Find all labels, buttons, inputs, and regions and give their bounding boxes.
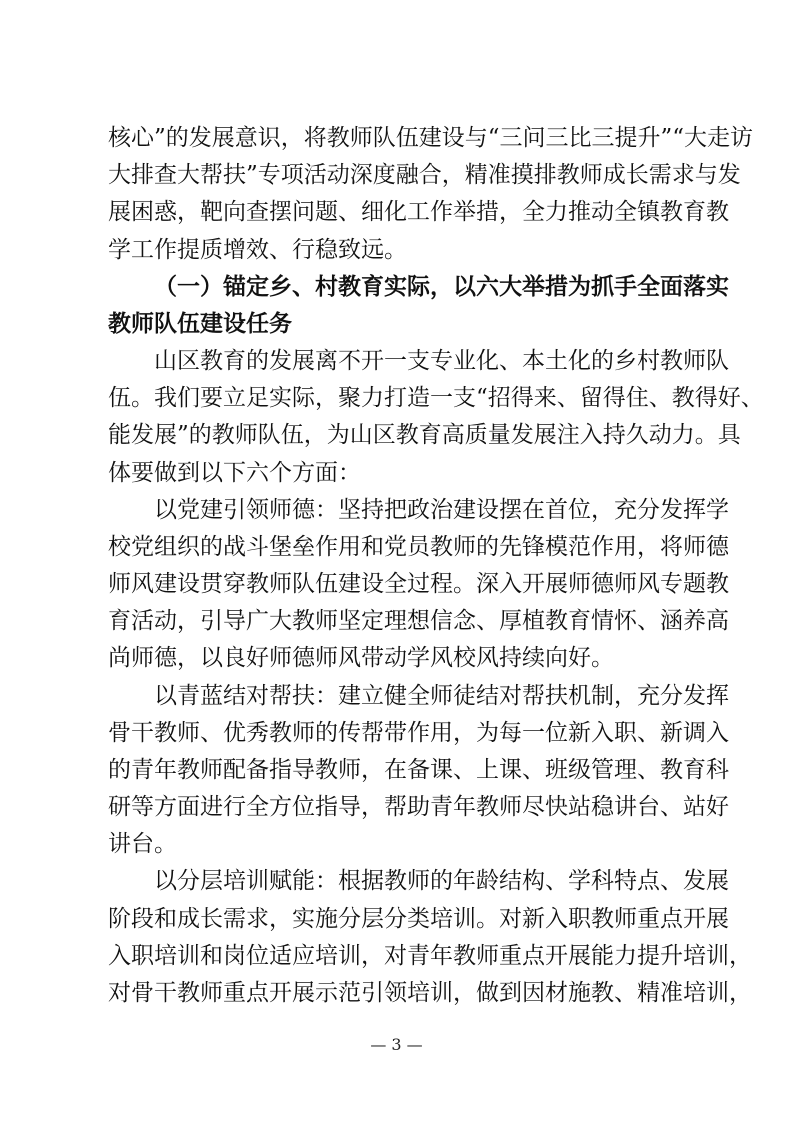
body-text-line: 骨干教师、优秀教师的传帮带作用，为每一位新入职、新调入 — [108, 720, 729, 746]
body-text-line: 以分层培训赋能：根据教师的年龄结构、学科特点、发展 — [154, 868, 729, 894]
section-heading-line: （一）锚定乡、村教育实际，以六大举措为抓手全面落实 — [154, 273, 729, 300]
body-text-line: 山区教育的发展离不开一支专业化、本土化的乡村教师队 — [154, 348, 729, 374]
body-text-line: 尚师德，以良好师德师风带动学风校风持续向好。 — [108, 645, 614, 671]
page-number: — 3 — — [370, 1035, 423, 1054]
body-text-line: 大排查大帮扶”专项活动深度融合，精准摸排教师成长需求与发 — [108, 162, 741, 188]
body-text-line: 以青蓝结对帮扶：建立健全师徒结对帮扶机制，充分发挥 — [154, 683, 729, 709]
body-text-line: 的青年教师配备指导教师，在备课、上课、班级管理、教育科 — [108, 757, 729, 783]
body-text-line: 体要做到以下六个方面： — [108, 460, 361, 486]
body-text-line: 育活动，引导广大教师坚定理想信念、厚植教育情怀、涵养高 — [108, 608, 729, 634]
section-heading-line: 教师队伍建设任务 — [108, 310, 292, 337]
body-text-line: 对骨干教师重点开展示范引领培训，做到因材施教、精准培训， — [108, 980, 752, 1006]
body-text-line: 入职培训和岗位适应培训，对青年教师重点开展能力提升培训， — [108, 943, 752, 969]
body-text-line: 校党组织的战斗堡垒作用和党员教师的先锋模范作用，将师德 — [108, 534, 729, 560]
body-text-line: 师风建设贯穿教师队伍建设全过程。深入开展师德师风专题教 — [108, 571, 729, 597]
body-text-line: 核心”的发展意识，将教师队伍建设与“三问三比三提升”“大走访 — [108, 125, 754, 151]
body-text-line: 研等方面进行全方位指导，帮助青年教师尽快站稳讲台、站好 — [108, 794, 729, 820]
body-text-line: 能发展”的教师队伍，为山区教育高质量发展注入持久动力。具 — [108, 422, 741, 448]
body-text-line: 阶段和成长需求，实施分层分类培训。对新入职教师重点开展 — [108, 906, 729, 932]
body-text-line: 展困惑，靶向查摆问题、细化工作举措，全力推动全镇教育教 — [108, 199, 729, 225]
body-text-line: 伍。我们要立足实际，聚力打造一支“招得来、留得住、教得好、 — [108, 385, 764, 411]
body-text-line: 学工作提质增效、行稳致远。 — [108, 237, 407, 263]
body-text-line: 讲台。 — [108, 831, 177, 857]
body-text-line: 以党建引领师德：坚持把政治建设摆在首位，充分发挥学 — [154, 497, 729, 523]
